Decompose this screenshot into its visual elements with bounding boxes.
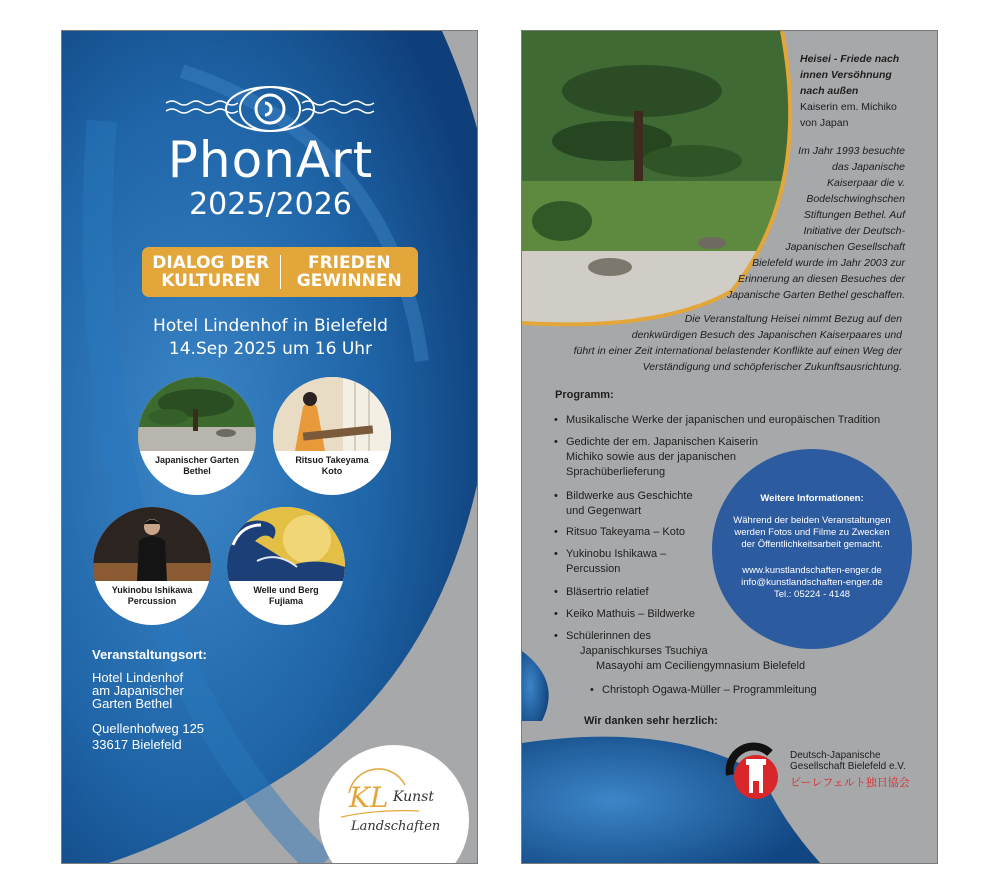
bullet-icon: • — [554, 526, 558, 538]
banner-left-text: DIALOG DER KULTUREN — [152, 253, 270, 291]
bullet-icon: • — [554, 414, 558, 426]
circle-caption: Welle und Berg Fujiama — [253, 585, 319, 606]
program-item: • Ritsuo Takeyama – Koto — [554, 526, 686, 538]
location-address: Quellenhofweg 125 33617 Bielefeld — [92, 721, 205, 752]
circle-caption: Yukinobu Ishikawa Percussion — [111, 585, 193, 606]
program-item: • Gedichte der em. Japanischen Kaiserin Michiko sowie aus der japanischen Sprachüberlieferung — [554, 436, 758, 478]
bullet-icon: • — [554, 436, 558, 448]
program-item: • Bläsertrio relatief — [554, 586, 649, 598]
thanks-line: Wir danken sehr herzlich: — [584, 715, 718, 727]
kl-word-kunst: Kunst — [393, 789, 434, 805]
flyer-front — [61, 30, 478, 864]
percussionist-photo — [93, 507, 211, 581]
event-title: PhonArt — [167, 131, 374, 189]
phonart-ear-logo — [62, 81, 478, 137]
program-item: • Keiko Mathuis – Bildwerke — [554, 608, 696, 620]
flyer-back — [521, 30, 938, 864]
phone-number: Tel.: 05224 - 4148 — [773, 589, 851, 600]
kunstlandschaften-logo — [319, 745, 469, 864]
info-body: Während der beiden Veranstaltungen werden Fotos und Filme zu Zwecken der Öffentlichkeitsarbeit gemacht. — [733, 515, 891, 550]
circle-caption: Ritsuo Takeyama Koto — [295, 455, 369, 476]
circle-garden — [138, 377, 256, 495]
program-item: • Christoph Ogawa-Müller – Programmleitung — [590, 684, 817, 696]
bullet-icon: • — [554, 490, 558, 502]
koto-player-photo — [273, 377, 391, 451]
venue-and-date — [62, 315, 478, 361]
circle-koto — [273, 377, 391, 495]
event-description: Die Veranstaltung Heisei nimmt Bezug auf den denkwürdigen Besuch des Japanischen Kaiserpaares und führt in einer Zeit international belastender Konflikte auf einen Weg der Verständigung und schöpferischer Zukunftsausrichtung. — [573, 313, 902, 373]
society-emblem-icon — [722, 741, 784, 803]
quote-author: Kaiserin em. Michiko von Japan — [800, 101, 897, 129]
society-name: Deutsch-Japanische Gesellschaft Bielefeld e.V. — [790, 750, 906, 772]
banner-right-text: FRIEDEN GEWINNEN — [296, 253, 402, 291]
program-item: • Schülerinnen des Japanischkurses Tsuchiya Masayohi am Ceciliengymnasium Bielefeld — [554, 630, 806, 672]
location-heading: Veranstaltungsort: — [92, 647, 207, 662]
society-name-japanese: ビーレフェルト独日協会 — [790, 777, 910, 789]
info-circle — [712, 449, 912, 649]
program-item: • Bildwerke aus Geschichte und Gegenwart — [554, 490, 693, 517]
program-item: • Yukinobu Ishikawa – Percussion — [554, 548, 667, 575]
program-item: • Musikalische Werke der japanischen und europäischen Tradition — [554, 414, 881, 426]
bullet-icon: • — [590, 684, 594, 696]
kl-word-landschaften: Landschaften — [351, 819, 441, 834]
great-wave-artwork — [227, 507, 345, 581]
program-heading: Programm: — [555, 389, 614, 401]
email-link[interactable]: info@kunstlandschaften-enger.de — [741, 577, 883, 588]
garden-photo — [138, 377, 256, 451]
event-years: 2025/2026 — [189, 187, 352, 222]
kl-initials: KL — [349, 781, 389, 814]
date-line: 14.Sep 2025 um 16 Uhr — [168, 339, 373, 359]
bullet-icon: • — [554, 608, 558, 620]
circle-wave — [227, 507, 345, 625]
website-link[interactable]: www.kunstlandschaften-enger.de — [742, 565, 882, 576]
info-heading: Weitere Informationen: — [760, 493, 864, 504]
circle-percussion — [93, 507, 211, 625]
info-contact — [712, 565, 912, 601]
history-text: Im Jahr 1993 besuchte das Japanische Kaiserpaar die v. Bodelschwinghschen Stiftungen Bethel. Auf Initiative der Deutsch- Japanischen Gesellschaft Bielefeld wurde im Jahr 2003 zur Erinnerung an diesen Besuches der Japanische Garten Bethel geschaffen. — [726, 145, 905, 301]
venue-line: Hotel Lindenhof in Bielefeld — [153, 316, 388, 336]
theme-banner — [142, 247, 418, 297]
bullet-icon: • — [554, 630, 558, 642]
bullet-icon: • — [554, 586, 558, 598]
heisei-quote: Heisei - Friede nach innen Versöhnung nach außen — [800, 53, 900, 97]
bullet-icon: • — [554, 548, 558, 560]
location-name: Hotel Lindenhof am Japanischer Garten Bethel — [92, 670, 184, 711]
circle-caption: Japanischer Garten Bethel — [154, 455, 240, 476]
